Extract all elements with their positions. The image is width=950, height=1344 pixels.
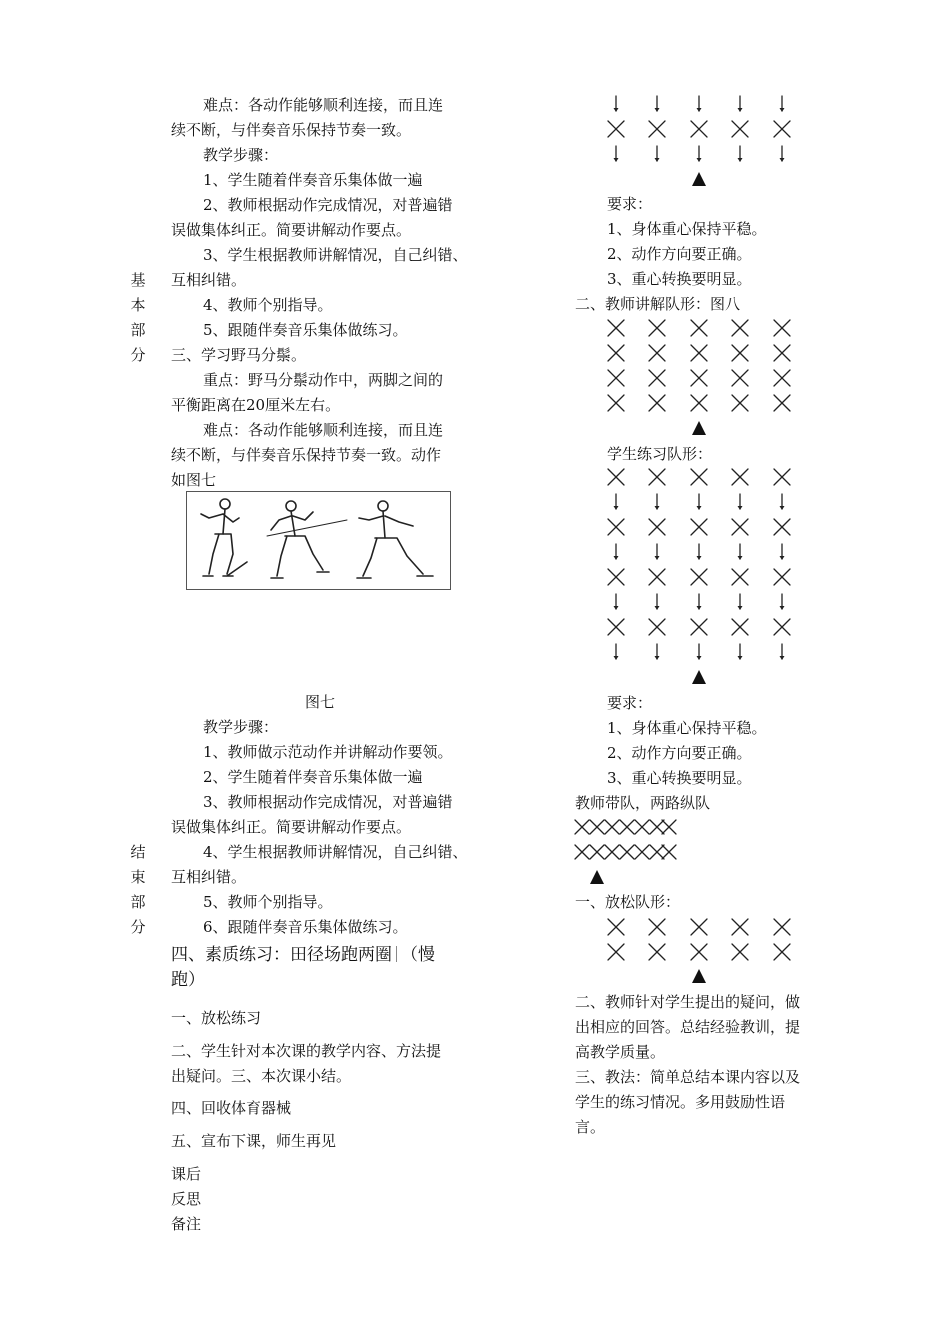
student-formation-title: 学生练习队形： (607, 445, 713, 463)
student-cross-mark (606, 942, 626, 962)
text-line: 互相纠错。 (171, 868, 247, 886)
direction-arrow (689, 94, 709, 114)
student-cross-mark (606, 917, 626, 937)
direction-arrow (606, 642, 626, 662)
direction-arrow (689, 592, 709, 612)
teacher-triangle-mark (588, 868, 606, 886)
student-cross-mark (660, 843, 678, 861)
text-line: 2、教师根据动作完成情况，对普遍错 (203, 196, 453, 214)
requirement-item: 3、重心转换要明显。 (607, 769, 752, 787)
direction-arrow (647, 492, 667, 512)
closing-line: 学生的练习情况。多用鼓励性语 (575, 1093, 786, 1111)
side-label-basic: 基 本 部 分 (130, 271, 146, 364)
requirements-title: 要求： (607, 195, 653, 213)
ending-item: 出疑问。三、本次课小结。 (171, 1067, 352, 1085)
student-cross-mark (730, 368, 750, 388)
text-line: 1、教师做示范动作并讲解动作要领。 (203, 743, 453, 761)
text-line: 如图七 (171, 471, 217, 489)
student-cross-mark (689, 393, 709, 413)
text-line: 续不断，与伴奏音乐保持节奏一致。动作 (171, 446, 442, 464)
text-line: 1、学生随着伴奏音乐集体做一遍 (203, 171, 423, 189)
text-line: 4、学生根据教师讲解情况，自己纠错、 (203, 843, 468, 861)
direction-arrow (730, 94, 750, 114)
student-cross-mark (689, 942, 709, 962)
direction-arrow (647, 144, 667, 164)
quality-practice-line: 跑） (171, 970, 205, 990)
requirement-item: 2、动作方向要正确。 (607, 744, 752, 762)
relax-formation-title: 一、放松队形： (575, 893, 681, 911)
direction-arrow (689, 642, 709, 662)
student-cross-mark (647, 119, 667, 139)
direction-arrow (730, 492, 750, 512)
direction-arrow (647, 94, 667, 114)
student-cross-mark (606, 393, 626, 413)
direction-arrow (772, 144, 792, 164)
student-cross-mark (730, 393, 750, 413)
text-line: 误做集体纠正。简要讲解动作要点。 (171, 221, 412, 239)
teacher-triangle-mark (690, 419, 708, 437)
student-cross-mark (689, 318, 709, 338)
student-cross-mark (772, 942, 792, 962)
student-cross-mark (647, 343, 667, 363)
student-cross-mark (772, 617, 792, 637)
direction-arrow (730, 542, 750, 562)
student-cross-mark (647, 467, 667, 487)
text-line: 互相纠错。 (171, 271, 247, 289)
student-cross-mark (730, 917, 750, 937)
student-cross-mark (730, 517, 750, 537)
direction-arrow (772, 592, 792, 612)
student-cross-mark (772, 368, 792, 388)
student-cross-mark (647, 517, 667, 537)
text-line: 5、教师个别指导。 (203, 893, 333, 911)
text-line: 难点：各动作能够顺利连接，而且连 (203, 96, 444, 114)
direction-arrow (772, 94, 792, 114)
student-cross-mark (730, 942, 750, 962)
student-cross-mark (772, 517, 792, 537)
direction-arrow (730, 592, 750, 612)
text-line: 2、学生随着伴奏音乐集体做一遍 (203, 768, 423, 786)
text-line: 6、跟随伴奏音乐集体做练习。 (203, 918, 408, 936)
student-cross-mark (606, 467, 626, 487)
text-line: 难点：各动作能够顺利连接，而且连 (203, 421, 444, 439)
direction-arrow (730, 642, 750, 662)
text-line: 平衡距离在20厘米左右。 (171, 396, 341, 414)
text-line: 5、跟随伴奏音乐集体做练习。 (203, 321, 408, 339)
teacher-triangle-mark (690, 170, 708, 188)
student-cross-mark (689, 567, 709, 587)
direction-arrow (606, 144, 626, 164)
figure-seven-illustration (186, 491, 451, 590)
student-cross-mark (647, 942, 667, 962)
direction-arrow (606, 492, 626, 512)
footer-label: 课后 (171, 1165, 202, 1183)
text-line: 误做集体纠正。简要讲解动作要点。 (171, 818, 412, 836)
text-line: 教学步骤： (203, 146, 279, 164)
student-cross-mark (606, 517, 626, 537)
student-cross-mark (689, 368, 709, 388)
student-cross-mark (772, 467, 792, 487)
ending-item: 一、放松练习 (171, 1009, 262, 1027)
requirements-title: 要求： (607, 694, 653, 712)
direction-arrow (689, 542, 709, 562)
student-cross-mark (730, 119, 750, 139)
direction-arrow (606, 542, 626, 562)
direction-arrow (647, 592, 667, 612)
student-cross-mark (772, 318, 792, 338)
direction-arrow (689, 492, 709, 512)
student-cross-mark (689, 343, 709, 363)
requirement-item: 2、动作方向要正确。 (607, 245, 752, 263)
direction-arrow (689, 144, 709, 164)
student-cross-mark (647, 917, 667, 937)
text-line: 教学步骤： (203, 718, 279, 736)
text-line: 3、教师根据动作完成情况，对普遍错 (203, 793, 453, 811)
ending-item: 五、宣布下课，师生再见 (171, 1132, 337, 1150)
text-line: 重点：野马分鬃动作中，两脚之间的 (203, 371, 444, 389)
closing-line: 三、教法：简单总结本课内容以及 (575, 1068, 801, 1086)
text-line: 续不断，与伴奏音乐保持节奏一致。 (171, 121, 412, 139)
requirement-item: 1、身体重心保持平稳。 (607, 220, 767, 238)
student-cross-mark (606, 119, 626, 139)
student-cross-mark (647, 567, 667, 587)
direction-arrow (772, 642, 792, 662)
requirement-item: 3、重心转换要明显。 (607, 270, 752, 288)
student-cross-mark (606, 368, 626, 388)
closing-line: 出相应的回答。总结经验教训，提 (575, 1018, 801, 1036)
teacher-triangle-mark (690, 668, 708, 686)
student-cross-mark (730, 617, 750, 637)
direction-arrow (772, 492, 792, 512)
teacher-triangle-mark (690, 967, 708, 985)
footer-label: 备注 (171, 1215, 202, 1233)
direction-arrow (730, 144, 750, 164)
student-cross-mark (772, 567, 792, 587)
ending-item: 二、学生针对本次课的教学内容、方法提 (171, 1042, 442, 1060)
side-label-ending: 结 束 部 分 (130, 843, 146, 936)
student-cross-mark (689, 517, 709, 537)
student-cross-mark (647, 393, 667, 413)
student-cross-mark (772, 343, 792, 363)
student-cross-mark (772, 393, 792, 413)
figure-caption: 图七 (305, 693, 336, 711)
student-cross-mark (606, 343, 626, 363)
student-cross-mark (606, 318, 626, 338)
student-cross-mark (730, 318, 750, 338)
student-cross-mark (647, 318, 667, 338)
text-line: 4、教师个别指导。 (203, 296, 333, 314)
student-cross-mark (730, 343, 750, 363)
student-cross-mark (660, 818, 678, 836)
direction-arrow (647, 542, 667, 562)
lead-text: 教师带队，两路纵队 (575, 794, 711, 812)
footer-label: 反思 (171, 1190, 202, 1208)
direction-arrow (606, 94, 626, 114)
student-cross-mark (647, 617, 667, 637)
text-line: 3、学生根据教师讲解情况，自己纠错、 (203, 246, 468, 264)
direction-arrow (606, 592, 626, 612)
student-cross-mark (772, 917, 792, 937)
ending-item: 四、回收体育器械 (171, 1099, 292, 1117)
closing-line: 言。 (575, 1118, 606, 1136)
quality-practice-line: 四、素质练习：田径场跑两圈 （慢 (171, 945, 435, 965)
student-cross-mark (606, 617, 626, 637)
student-cross-mark (689, 119, 709, 139)
student-cross-mark (689, 617, 709, 637)
direction-arrow (772, 542, 792, 562)
student-cross-mark (647, 368, 667, 388)
direction-arrow (647, 642, 667, 662)
teacher-formation-title: 二、教师讲解队形：图八 (575, 295, 741, 313)
section-heading: 三、学习野马分鬃。 (171, 346, 307, 364)
student-cross-mark (730, 567, 750, 587)
student-cross-mark (772, 119, 792, 139)
closing-line: 高教学质量。 (575, 1043, 666, 1061)
student-cross-mark (730, 467, 750, 487)
student-cross-mark (689, 467, 709, 487)
student-cross-mark (606, 567, 626, 587)
requirement-item: 1、身体重心保持平稳。 (607, 719, 767, 737)
closing-line: 二、教师针对学生提出的疑问，做 (575, 993, 801, 1011)
student-cross-mark (689, 917, 709, 937)
